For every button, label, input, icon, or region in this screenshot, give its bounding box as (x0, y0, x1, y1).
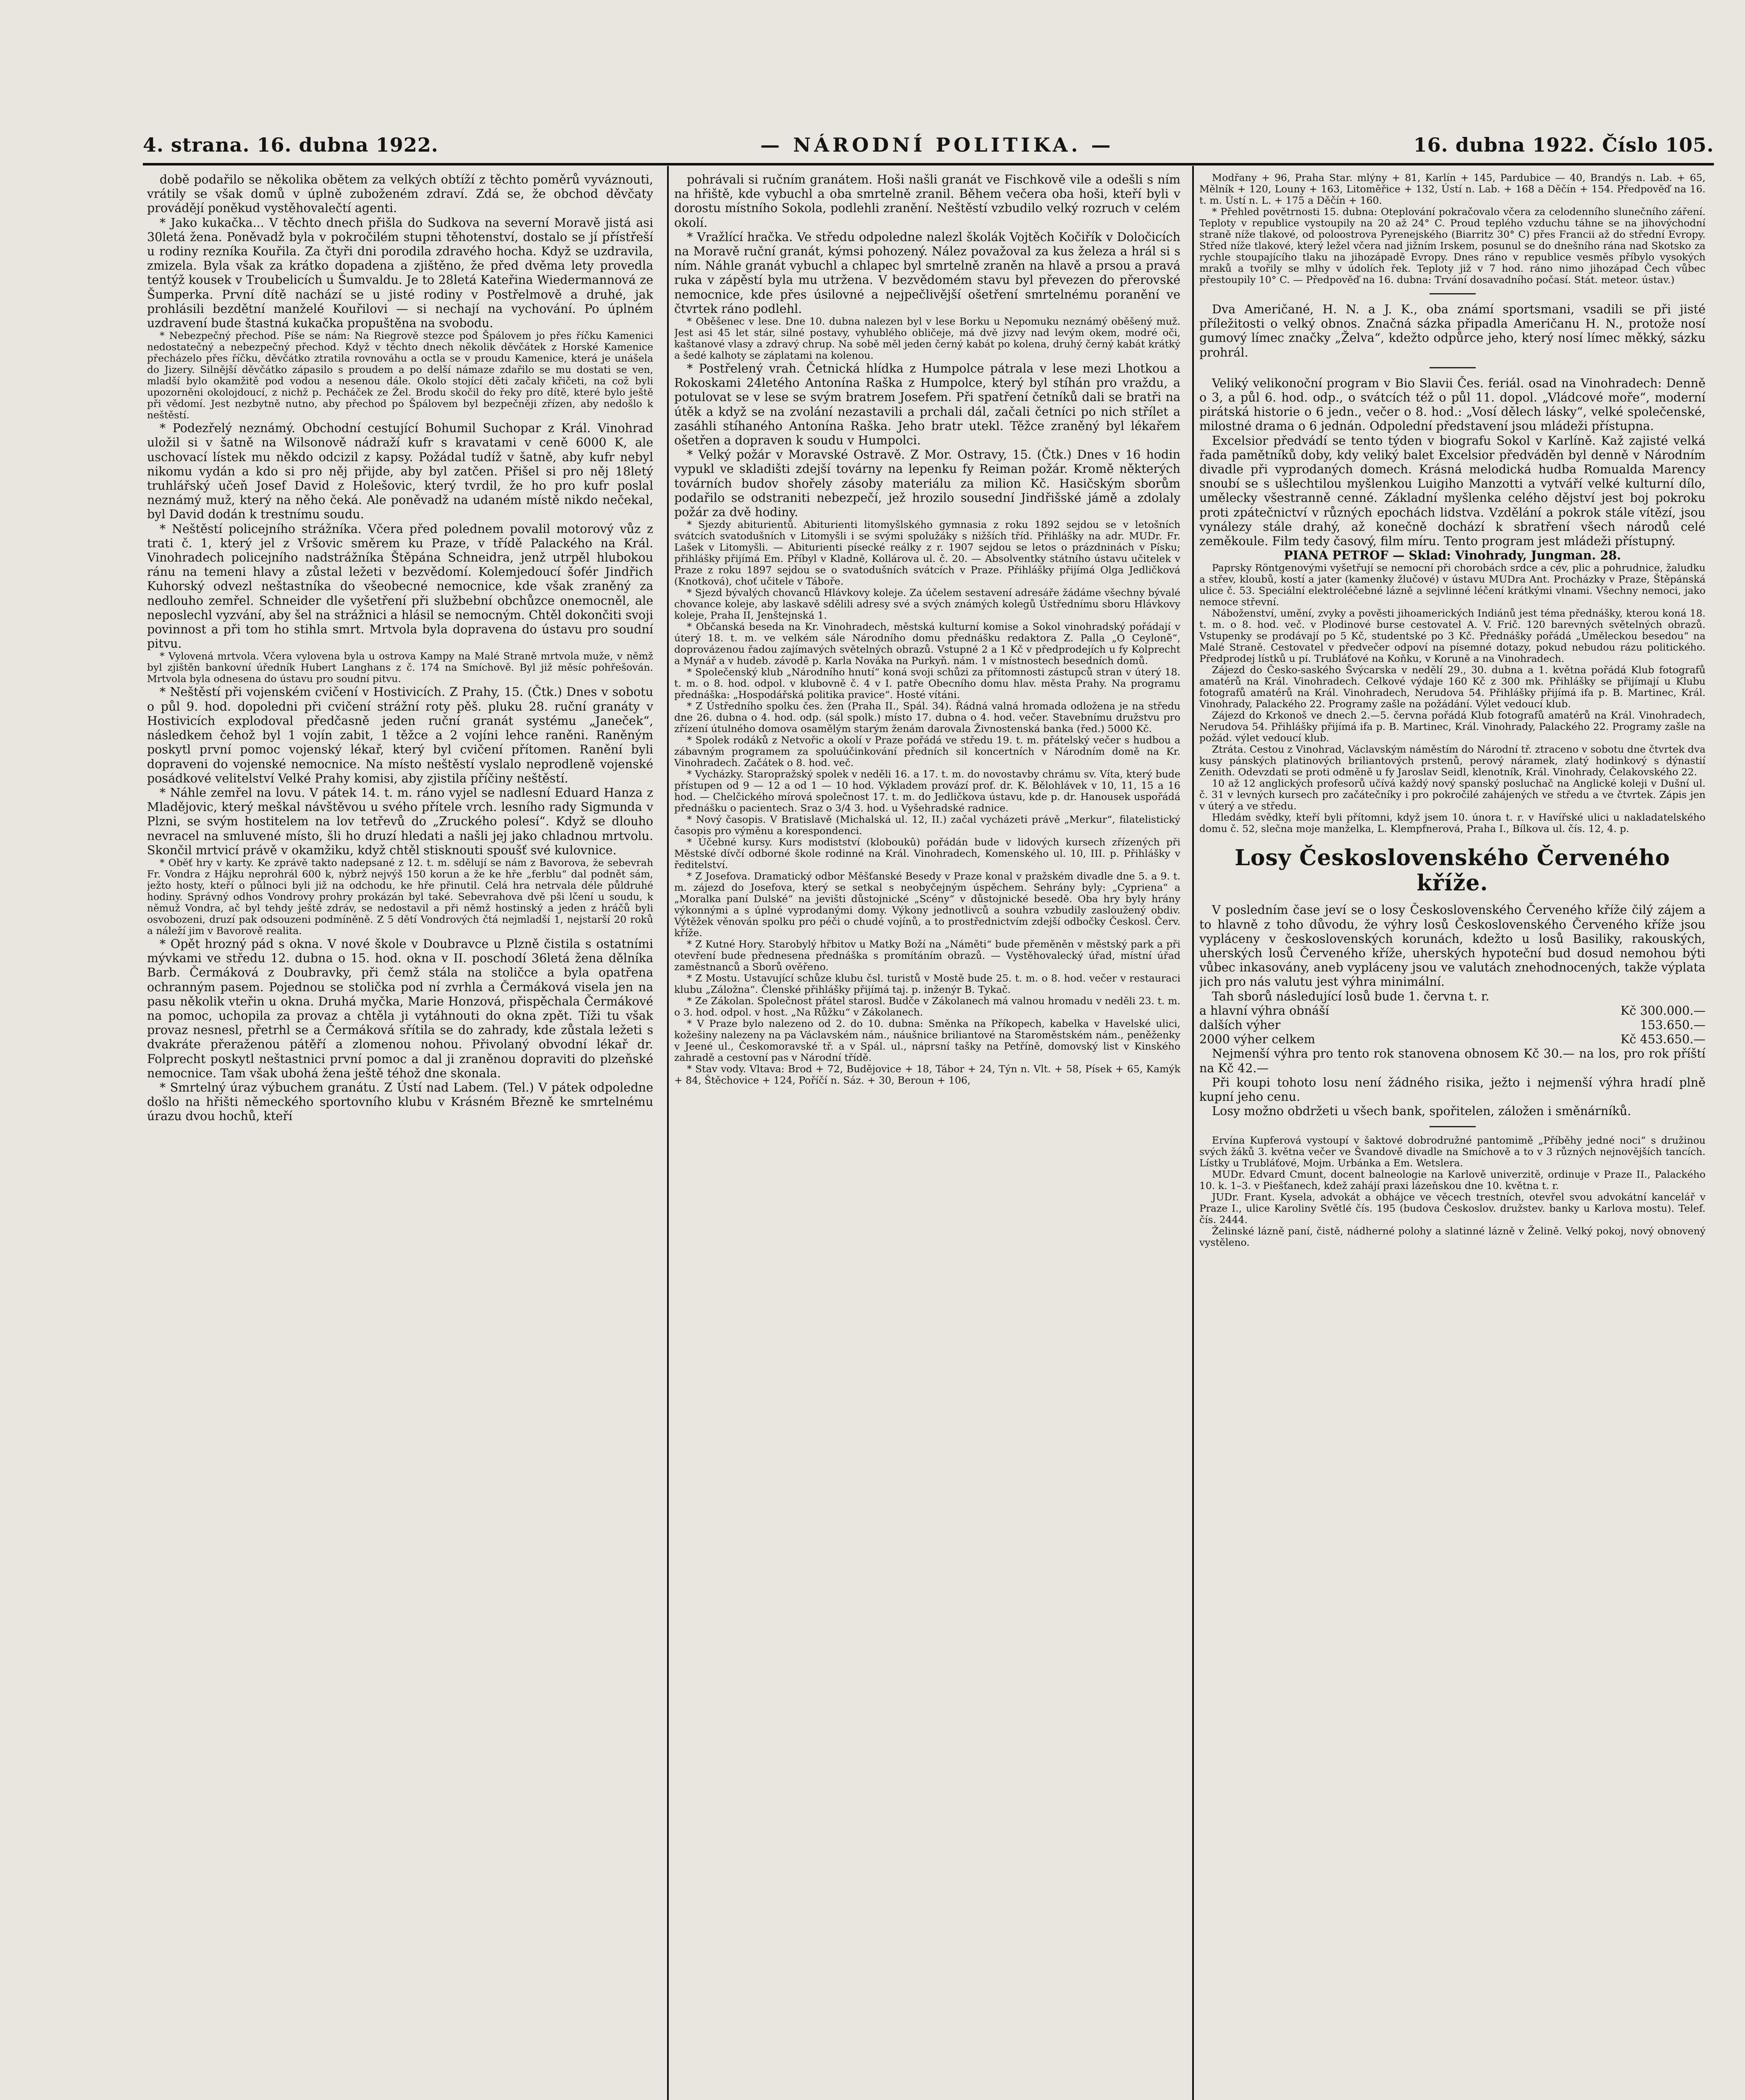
article: * Jako kukačka... V těchto dnech přišla do Sudkova na severní Moravě jistá asi 30letá žena. Poněvadž byla v pokročilém stupni těhotenství, dostalo se jí přístřeší u rodiny rezníka Kouřila. Za čtyři dni porodila zdravého hocha. Když se uzdravila, zmizela. Byla však za krátko dopadena a zjištěno, že před dvěma lety provedla tentýž kousek v Troubelicích u Šumvaldu. Je to 28letá Kateřina Wiedermannová ze Šumperka. První dítě nachází se u jisté rodiny v Postřelmově a druhé, jak prohlásili bezdětní manželé Kouřilovi — si nechají na vychování. Po úplném uzdravení bude štastná kukačka propuštěna na svobodu. (147, 215, 653, 331)
column-rule (1192, 166, 1194, 2100)
article: * Náhle zemřel na lovu. V pátek 14. t. m. ráno vyjel se nadlesní Eduard Hanza z Mladějovic, který meškal návštěvou u svého přítele vrch. lesního rady Sigmunda v Plzni, se svým hostitelem na lov tetřevů do „Zruckého polesí“. Když se dlouho nevracel na smluvené místo, šli ho druzí hledati a našli jej jako chladnou mrtvolu. Skončil mrtvicí právě v okamžiku, když chtěl stisknouti spoušť své kulovnice. (147, 785, 653, 857)
article: Modřany + 96, Praha Star. mlýny + 81, Karlín + 145, Pardubice — 40, Brandýs n. Lab. + 65, Mělník + 120, Louny + 163, Litoměřice + 132, Ústí n. Lab. + 168 a Děčín + 154. Předpověď na 16. t. m. Ústí n. L. + 175 a Děčín + 160. (1199, 172, 1706, 206)
lottery-main-value: Kč 300.000.— (1620, 1003, 1706, 1018)
separator (1430, 367, 1476, 368)
article: * Oběť hry v karty. Ke zprávě takto nadepsané z 12. t. m. sdělují se nám z Bavorova, že sebevrah Fr. Vondra z Hájku neprohrál 600 k, nýbrž nejvýš 150 korun a že ke hře „ferblu“ dal podnět sám, ježto hosty, kteří o půlnoci byli již na odchodu, ke hře přinutil. Celá hra netrvala déle půldruhé hodiny. Správný odhos Vondrovy prohry prokázán byl také. Sebevrahova dvě pši lčení u soudu, k němuž Vondra, ač byl tehdy ještě zdráv, se nedostavil a při němž hostinský a jeden z hráčů byli osvobozeni, druzí pak odsouzeni podmíněně. Z 5 dětí Vondrových čtá nejmladší 1, nejstarší 20 roků a náleží jim v Bavorově realita. (147, 856, 653, 937)
article: * Přehled povětrnosti 15. dubna: Oteplování pokračovalo včera za celodenního slunečního záření. Teploty v republice vystoupily na 20 až 24° C. Proud teplého vzduchu táhne se na jihovýchodní straně níže tlakové, od poloostrova Pyrenejského (Biarritz 30° C) přes Francii až do střední Evropy. Střed níže tlakové, který ležel včera nad jižním Irskem, posunul se do dnešního rána nad Skotsko za rychle stoupajícího tlaku na jihozápadě Evropy. Dnes ráno v republice vesměs příbylo vysokých mraků a tvořily se mlhy v údolích řek. Teploty již v 7 hod. ráno nimo jihozápad Čech vůbec přestoupily 10° C. — Předpověď na 16. dubna: Trvání dosavadního počasí. Stát. meteor. ústav.) (1199, 206, 1706, 286)
advertisement: Hledám svědky, kteří byli přítomni, když jsem 10. února t. r. v Havířské ulici u nakladatelského domu č. 52, slečna moje manželka, L. Klempfnerová, Praha I., Bílkova ul. čís. 12, 4. p. (1199, 811, 1706, 835)
article: * Společenský klub „Národního hnutí“ koná svoji schůzi za přítomnosti zástupců stran v úterý 18. t. m. o 8. hod. odpol. v klubovně č. 4 v I. patře Obecního domu hlav. města Prahy. Na programu přednáška: „Hospodářská politika pravice“. Hosté vítáni. (674, 666, 1180, 701)
header-page-date: 4. strana. 16. dubna 1922. (143, 134, 439, 156)
article: * Z Josefova. Dramatický odbor Měšťanské Besedy v Praze konal v pražském divadle dne 5. a 9. t. m. zájezd do Josefova, který se setkal s neobyčejným úspěchem. Sehrány byly: „Cypriena“ a „Moralka paní Dulské“ na jevišti důstojnické „Scény“ v důstojnické besedě. Oba hry byly hrány výkonnými a s úplné vyprodanými domy. Výkony jednotlivců a souhra vzbudily zasloužený obdiv. Výtěžek věnován spolku pro péči o chudé vojínů, a to prostřednictvím zdejší odbočky Českosl. Červ. kříže. (674, 870, 1180, 939)
article: * Z Kutné Hory. Starobylý hřbitov u Matky Boží na „Náměti“ bude přeměněn v městský park a při otevření bude přednesena přednáška s promítáním obrazů. — Vystěhovalecký úřad, místní úřad zaměstnanců a Sborů ověřeno. (674, 938, 1180, 973)
advertisement: Dva Američané, H. N. a J. K., oba známí sportsmani, vsadili se při jisté příležitosti o velký obnos. Značná sázka připadla Američanu H. N., protože nosí gumový límec značky „Želva“, kdežto odpůrce jeho, který nosí límec měkký, sázku prohrál. (1199, 302, 1706, 360)
lottery-draw-date: Tah sborů následující losů bude 1. června t. r. (1212, 989, 1490, 1003)
article: * Oběšenec v lese. Dne 10. dubna nalezen byl v lese Borku u Nepomuku neznámý oběšený muž. Jest asi 45 let stár, silné postavy, vyhublého obličeje, má dvě jizvy nad levým okem, modré oči, kaštanové vlasy a zdravý chrup. Na sobě měl jeden černý kabát po kolena, druhý černý kabát krátký a šedé kalhoty se záplatami na kolenou. (674, 315, 1180, 362)
article: * Stav vody. Vltava: Brod + 72, Budějovice + 18, Tábor + 24, Týn n. Vlt. + 58, Písek + 65, Kamýk + 84, Štěchovice + 124, Poříčí n. Sáz. + 30, Beroun + 106, (674, 1063, 1180, 1087)
advertisement-piano: PIANA PETROF — Sklad: Vinohrady, Jungman. 28. (1284, 548, 1621, 563)
lottery-note: Nejmenší výhra pro tento rok stanovena obnosem Kč 30.— na los, pro rok příští na Kč 42.— (1199, 1046, 1706, 1075)
article: * Neštěstí policejního strážníka. Včera před polednem povalil motorový vůz z trati č. 1, který jel z Vršovic směrem ku Praze, v třídě Palackého na Král. Vinohradech policejního nadstrážníka Štěpána Schneidra, jenž utrpěl hlubokou ránu na temeni hlavy a zůstal ležeti v bezvědomí. Kolemjedoucí šofér Jindřich Kuhorský odvezl neštastníka do všeobecné nemocnice, kde však zraněný za nedlouho zemřel. Schneider dle vyšetření při službební obchůzce onemocněl, ale neposlechl vyzvání, aby šel na strážnici a hlásil se nemocným. Chtěl dokončiti svoji povinnost a při tom ho stihla smrt. Mrtvola byla dopravena do ústavu pro soudní pitvu. (147, 521, 653, 651)
article: * Nový časopis. V Bratislavě (Michalská ul. 12, II.) začal vycházeti právě „Merkur“, filatelistický časopis pro výměnu a korespondenci. (674, 814, 1180, 837)
article: * Sjezdy abiturientů. Abiturienti litomyšlského gymnasia z roku 1892 sejdou se v letošních svátcích svatodušních v Litomyšli i se svými spolužáky s nižších tříd. Přihlášky na adr. MUDr. Fr. Lašek v Litomyšli. — Abiturienti písecké reálky z r. 1907 sejdou se letos o prázdninách v Písku; přihlášky přijímá Em. Příbyl v Kladně, Kollárova ul. č. 20. — Absolventky státního ústavu učitelek v Praze z roku 1897 sejdou se o svatodušních svátcích v Praze. Přihlášky přijímá Olga Jedličková (Knotková), choť učitele v Táboře. (674, 519, 1180, 588)
article: * Vražlící hračka. Ve středu odpoledne nalezl školák Vojtěch Kočiřík v Določicích na Moravě ruční granát, kýmsi pohozený. Nález považoval za kus železa a hrál si s ním. Náhle granát vybuchl a chlapec byl smrtelně zraněn na hlavě a prsou a pravá ruka v zápěstí byla mu utržena. V bezvědomém stavu byl převezen do přerovské nemocnice, kde přes úsilovné a nejpečlivější ošetření smrtelnému poranění ve čtvrtek ráno podlehl. (674, 229, 1180, 316)
article: * V Praze bylo nalezeno od 2. do 10. dubna: Směnka na Příkopech, kabelka v Havelské ulici, kožešiny nalezeny na pa Václavském nám., náušnice briliantové na Staroměstském nám., peněženky v Jeené ul., Českomoravské tř. a v Spál. ul., náprsní tašky na Petříně, domovský list v Kinského zahradě a cestovní pas v Národní třídě. (674, 1018, 1180, 1064)
advertisement: Paprsky Röntgenovými vyšetřují se nemocní při chorobách srdce a cév, plic a pohrudnice, žaludku a střev, kloubů, kostí a jater (kamenky žlučové) v ústavu MUDra Ant. Procházky v Praze, Štěpánská ulice č. 53. Speciální elektroléčebné lázně a sejvlinné léčení krátkými vlnami. Všechny nemoci, jako nemoce střevní. (1199, 562, 1706, 608)
article: * Z Ústředního spolku čes. žen (Praha II., Spál. 34). Řádná valná hromada odložena je na středu dne 26. dubna o 4. hod. odp. (sál spolk.) místo 17. dubna o 4. hod. večer. Stavebnímu družstvu pro zřízení útulného domova osamělým starým ženám darovala Živnostenská banka (řed.) 5000 Kč. (674, 700, 1180, 735)
header-masthead: — NÁRODNÍ POLITIKA. — (760, 134, 1114, 156)
lottery-count-label: 2000 výher celkem (1199, 1032, 1315, 1047)
lottery-sum (1199, 1032, 1706, 1046)
lottery-total-label: dalších výher (1199, 1018, 1281, 1032)
lottery-other-prizes (1199, 1018, 1706, 1032)
article: * Velký požár v Moravské Ostravě. Z Mor. Ostravy, 15. (Čtk.) Dnes v 16 hodin vypukl ve skladišti zdejší továrny na lepenku fy Reiman požár. Kromě některých továrních budov shořely zásoby materiálu za milion Kč. Hasičským sborům podařilo se odstraniti nebezpečí, jež hrozilo sousední Jindřišské jámě a zdolaly požár za dvě hodiny. (674, 447, 1180, 520)
page-header (143, 134, 1714, 165)
lottery-main-prize (1199, 1003, 1706, 1018)
column-2 (674, 172, 1180, 2100)
article: * Opět hrozný pád s okna. V nové škole v Doubravce u Plzně čistila s ostatními mývkami ve středu 12. dubna o 15. hod. okna v II. poschodí 36letá žena dělníka Barb. Čermáková z Doubravky, při čemž stála na stoličce a byla opatřena ochranným pasem. Pojednou se stolička pod ní zvrhla a Čermáková visela jen na pasu několik vteřin u okna. Druhá myčka, Marie Honzová, přispěchala Čermákové na pomoc, uchopila za provaz a chtěla ji vytáhnouti do okna zpět. Tíži tu však provaz nesnesl, přetrhl se a Čermáková sřítila se do zahrady, kde zůstala ležeti s dvakráte přeraženou pátěří a zlomenou nohou. Přivolaný obvodní lékař dr. Folprecht poskytl neštastnici první pomoc a dal ji zraněnou dopraviti do plzeňské nemocnice. Tam však ubohá žena ještě téhož dne skonala. (147, 936, 653, 1080)
column-3 (1199, 172, 1706, 2100)
article: pohrávali si ručním granátem. Hoši našli granát ve Fischkově vile a odešli s ním na hřiště, kde vybuchl a oba smrtelně zranil. Během večera oba hoši, kteří byli v dorostu místního Sokola, podlehli zranění. Neštěstí vzbudilo velký rozruch v celém okolí. (674, 172, 1180, 230)
lottery-total-value: 153.650.— (1640, 1018, 1706, 1032)
separator (1430, 293, 1476, 294)
advertisement: Ztráta. Cestou z Vinohrad, Václavským náměstím do Národní tř. ztraceno v sobotu dne čtvrtek dva kusy pánských platinových briliantových prstenů, perový náramek, zlatý hodinkový s dýnastií Zenith. Odevzdati se proti odměně u fy Jaroslav Seidl, klenotník, Král. Vinohrady, Čelakovského 22. (1199, 743, 1706, 778)
lottery-risk: Při koupi tohoto losu není žádného risika, ježto i nejmenší výhra hradí plně kupní jeho cenu. (1199, 1075, 1706, 1104)
article: * Občanská beseda na Kr. Vinohradech, městská kulturní komise a Sokol vinohradský pořádají v úterý 18. t. m. ve velkém sále Národního domu přednášku redaktora Z. Palla „O Ceyloně“, doprovázenou řadou zajímavých světelných obrazů. Vstupné 2 a 1 Kč v předprodejích u fy Kolprecht a Mynář a v hudeb. závodě p. Karla Nováka na Purkyň. nám. 1 v místnostech besedních domů. (674, 621, 1180, 667)
lottery-count-value: Kč 453.650.— (1620, 1032, 1706, 1047)
lottery-sale: Losy možno obdržeti u všech bank, spořitelen, záložen i směnárníků. (1212, 1104, 1631, 1118)
article: * Nebezpečný přechod. Píše se nám: Na Riegrově stezce pod Špálovem jo přes říčku Kamenici nedostatečný a nebezpečný přechod. Když v těchto dnech několik děvčátek z Horské Kamenice přecházelo přes říčku, děvčátko ztratila rovnováhu a octla se v proudu Kamenice, která je unášela do Jizery. Silnější děvčátko zápasilo s proudem a po delší námaze zdařilo se mu dostati se ven, mladší bylo okamžitě pod vodou a nesenou dále. Okolo stojící děti začaly křičeti, na což byli upozorněni okolojdoucí, z nichž p. Pecháček ze Žel. Brodu skočil do řeky pro dítě, které bylo ještě při vědomí. Jest nezbytně nutno, aby přechod po Špálovem byl bezpečněji zřízen, aby nedošlo k neštěstí. (147, 330, 653, 421)
article: * Vylovená mrtvola. Včera vylovena byla u ostrova Kampy na Malé Straně mrtvola muže, v němž byl zjištěn bankovní úředník Hubert Langhans z č. 174 na Smíchově. Byl již měsíc pohřešován. Mrtvola byla odnesena do ústavu pro soudní pitvu. (147, 650, 653, 685)
article: * Spolek rodáků z Netvořic a okolí v Praze pořádá ve středu 19. t. m. přátelský večer s hudbou a zábavným programem za spoluúčinkování předních sil koncertních v Národním domě na Kr. Vinohradech. Začátek o 8. hod. več. (674, 734, 1180, 769)
article: * Vycházky. Staropražský spolek v neděli 16. a 17. t. m. do novostavby chrámu sv. Víta, který bude přístupen od 9 — 12 a od 1 — 10 hod. Výkladem provází prof. dr. K. Bělohlávek v 10, 11, 15 a 16 hod. — Chelčického mírová společnost 17. t. m. do Jedličkova ústavu, kde p. dr. Hanousek uspořádá přednášku o pacientech. Sraz o 3/4 3. hod. u Vyšehradské radnice. (674, 768, 1180, 814)
advertisement: Excelsior předvádí se tento týden v biografu Sokol v Karlíně. Kaž zajisté velká řada pamětníků doby, kdy veliký balet Excelsior předváděn byl denně v Národním divadle při vyprodaných domech. Krásná melodická hudba Romualda Marency snoubí se s ušlechtilou myšlenkou Luigiho Manzotti a vytváří velké kulturní dílo, umělecky všestranně cenné. Základní myšlenka celého dějství jest boj pokroku proti zpátečnictví v různých epochách lidstva. Vzdělání a pokrok stále vítězí, jsou vynálezy stále drahý, až konečně dochází k sbratření všech národů celé zeměkoule. Film tedy časový, film míru. Tento program jest mládeži přístupný. (1199, 433, 1706, 549)
article: * Ze Zákolan. Společnost přátel starosl. Budče v Zákolanech má valnou hromadu v neděli 23. t. m. o 3. hod. odpol. v host. „Na Růžku“ v Zákolanech. (674, 995, 1180, 1018)
advertisement: Náboženství, umění, zvyky a pověsti jihoamerických Indiánů jest téma přednášky, kterou koná 18. t. m. o 8. hod. več. v Plodinové burse cestovatel A. V. Frič. 120 barevných světelných obrazů. Vstupenky se prodávají po 5 Kč, studentské po 3 Kč. Přednášky pořádá „Uměleckou besedou“ na Malé Straně. Cestovatel v předvečer odpoví na písemné dotazy, pokud nebudou rázu politického. Předprodej lístků u pí. Trubláťové na Koňku, v Koruně a na Vinohradech. (1199, 607, 1706, 665)
article: * Sjezd bývalých chovanců Hlávkovy koleje. Za účelem sestavení adresáře žádáme všechny bývalé chovance koleje, aby laskavě sdělili adresy své a svých známých kolegů Ústřednímu sboru Hlávkovy koleje, Praha II, Jenštejnská 1. (674, 587, 1180, 622)
advertisement: Ervína Kupferová vystoupí v šaktové dobrodružné pantomimě „Příběhy jedné noci“ s družinou svých žáků 3. května večer ve Švandově divadle na Smíchově a to v 3 různých nejnovějších tancích. Lístky u Trubláťové, Mojm. Urbánka a Em. Wetslera. (1199, 1134, 1706, 1169)
article: * Postřelený vrah. Četnická hlídka z Humpolce pátrala v lese mezi Lhotkou a Rokoskami 24letého Antonína Raška z Humpolce, který byl stíhán pro vraždu, a potulovat se v lese se svým bratrem Josefem. Při spatření četníků dali se bratři na útěk a když se na zvolání nezastavili a prchali dál, začali četníci po nich střílet a zasáhli stíhaného Antonína Raška. Jeho bratr utekl. Těžce zraněný byl lékařem ošetřen a dopraven k soudu v Humpolci. (674, 361, 1180, 448)
header-issue-number: 16. dubna 1922. Číslo 105. (1413, 134, 1714, 156)
advertisement: JUDr. Frant. Kysela, advokát a obhájce ve věcech trestních, otevřel svou advokátní kancelář v Praze I., ulice Karoliny Světlé čís. 195 (budova Českoslov. družstev. banky u Karlova mostu). Telef. čís. 2444. (1199, 1191, 1706, 1226)
article: * Neštěstí při vojenském cvičení v Hostivicích. Z Prahy, 15. (Čtk.) Dnes v sobotu o půl 9. hod. dopoledni při cvičení strážní roty pěš. pluku 28. ruční granáty v Hostivicích explodoval předčasně jeden ruční granát systému „Janeček“, následkem čehož byl 1 vojín zabit, 1 těžce a 2 vojíni lehce raněni. Raněným poskytl první pomoc vojenský lékař, který byl cvičení přítomen. Ranění byli dopraveni do vojenské nemocnice. Na místo neštěstí vyslalo neprodleně vojenské posádkové velitelství Velké Prahy komisi, aby zjistila příčiny neštěstí. (147, 685, 653, 785)
article: * Účebné kursy. Kurs modistství (kloboukû) pořádán bude v lidových kursech zřízených při Městské dívčí odborné škole rodinné na Král. Vinohradech, Komenského ul. 10, III. p. Přihlášky v ředitelství. (674, 836, 1180, 871)
article: * Z Mostu. Ustavující schůze klubu čsl. turistů v Mostě bude 25. t. m. o 8. hod. večer v restauraci klubu „Záložna“. Členské přihlášky přijímá taj. p. inženýr B. Tykač. (674, 972, 1180, 996)
article: * Podezřelý neznámý. Obchodní cestující Bohumil Suchopar z Král. Vinohrad uložil si v šatně na Wilsonově nádraží kufr s kravatami v ceně 6000 K, ale uschovací lístek mu někdo odcizil z kapsy. Požádal tudíž v šatně, aby kufr nebyl nikomu vydán a kdo si pro něj přijde, aby byl zatčen. Přišel si pro něj 18letý truhlářský učeň Josef David z Holešovic, který tvrdil, že ho pro kufr poslal neznámý muž, který na něho čeká. Ale poněvadž na udaném místě nikdo nečekal, byl David dodán k trestnímu soudu. (147, 421, 653, 522)
article: * Smrtelný úraz výbuchem granátu. Z Ústí nad Labem. (Tel.) V pátek odpoledne došlo na hřišti německého sportovního klubu v Krásném Březně ke smrtelnému úrazu dvou hochů, kteří (147, 1080, 653, 1124)
advertisement: Zájezd do Krkonoš ve dnech 2.—5. června pořádá Klub fotografů amatérů na Král. Vinohradech, Nerudova 54. Přihlášky přijímá ifa p. B. Martinec, Král. Vinohrady, Palackého 22. Programy zašle na požád. výlet vedoucí klub. (1199, 709, 1706, 744)
advertisement: Veliký velikonoční program v Bio Slavii Čes. feriál. osad na Vinohradech: Denně o 3, a půl 6. hod. odp., o svátcích též o půl 11. dopol. „Vládcové moře“, moderní pirátská historie o 6 jedn., večer o 8. hod.: „Vosí dělech lásky“, velké společenské, milostné drama o 6 jednán. Odpolední představení jsou mládeži přístupna. (1199, 375, 1706, 433)
column-rule (667, 166, 669, 2100)
lottery-intro: V posledním čase jeví se o losy Československého Červeného kříže čilý zájem a to hlavně z toho důvodu, že výhry losů Československého Červeného kříže jsou vypláceny v československých korunách, kdežto u losů Basiliky, rakouských, uherských losů Červeného kříže, uherských hypoteční bud dosud nemohou býti vůbec inkasovány, aneb vypláceny jsou ve valutách znehodnocených, takže výplata jich pro nás valutu jest výhra minimální. (1199, 903, 1706, 989)
lottery-title: Losy Československého Červeného kříže. (1235, 845, 1670, 896)
advertisement: 10 až 12 anglických profesorů učívá každý nový spanský posluchač na Anglické koleji v Dušní ul. č. 31 v levných kursech pro začátečníky i pro pokročilé zahájených ve středu a ve čtvrtek. Zápis jen v úterý a ve středu. (1199, 777, 1706, 812)
column-1 (147, 172, 653, 2100)
advertisement: MUDr. Edvard Cmunt, docent balneologie na Karlově univerzitě, ordinuje v Praze II., Palackého 10. k. 1–3. v Piešťanech, kdež zahájí praxi lázeňskou dne 10. května t. r. (1199, 1168, 1706, 1192)
article: době podařilo se několika obětem za velkých obtíží z těchto poměrů vyváznouti, vrátily se však domů v úplně zuboženém zdraví. Zdá se, že obchod děvčaty provádějí poněkud vystěhovalečtí agenti. (147, 172, 653, 215)
advertisement: Zájezd do Česko-saského Švýcarska v nedělí 29., 30. dubna a 1. května pořádá Klub fotografů amatérů na Král. Vinohradech. Celkové výdaje 160 Kč z 300 mk. Přihlášky se přijímají u Klubu fotografů amatérů na Král. Vinohradech, Nerudova 54. Přihlášky přijímá ifa p. B. Martinec, Král. Vinohrady, Palackého 22. Programy zašle na požádání. Výlet vedoucí klub. (1199, 664, 1706, 710)
lottery-main-label: a hlavní výhra obnáší (1199, 1003, 1329, 1018)
separator (1430, 1126, 1476, 1127)
advertisement: Želinské lázně paní, čistě, nádherné polohy a slatinné lázně v Želině. Velký pokoj, nový obnovený vystěleno. (1199, 1225, 1706, 1248)
